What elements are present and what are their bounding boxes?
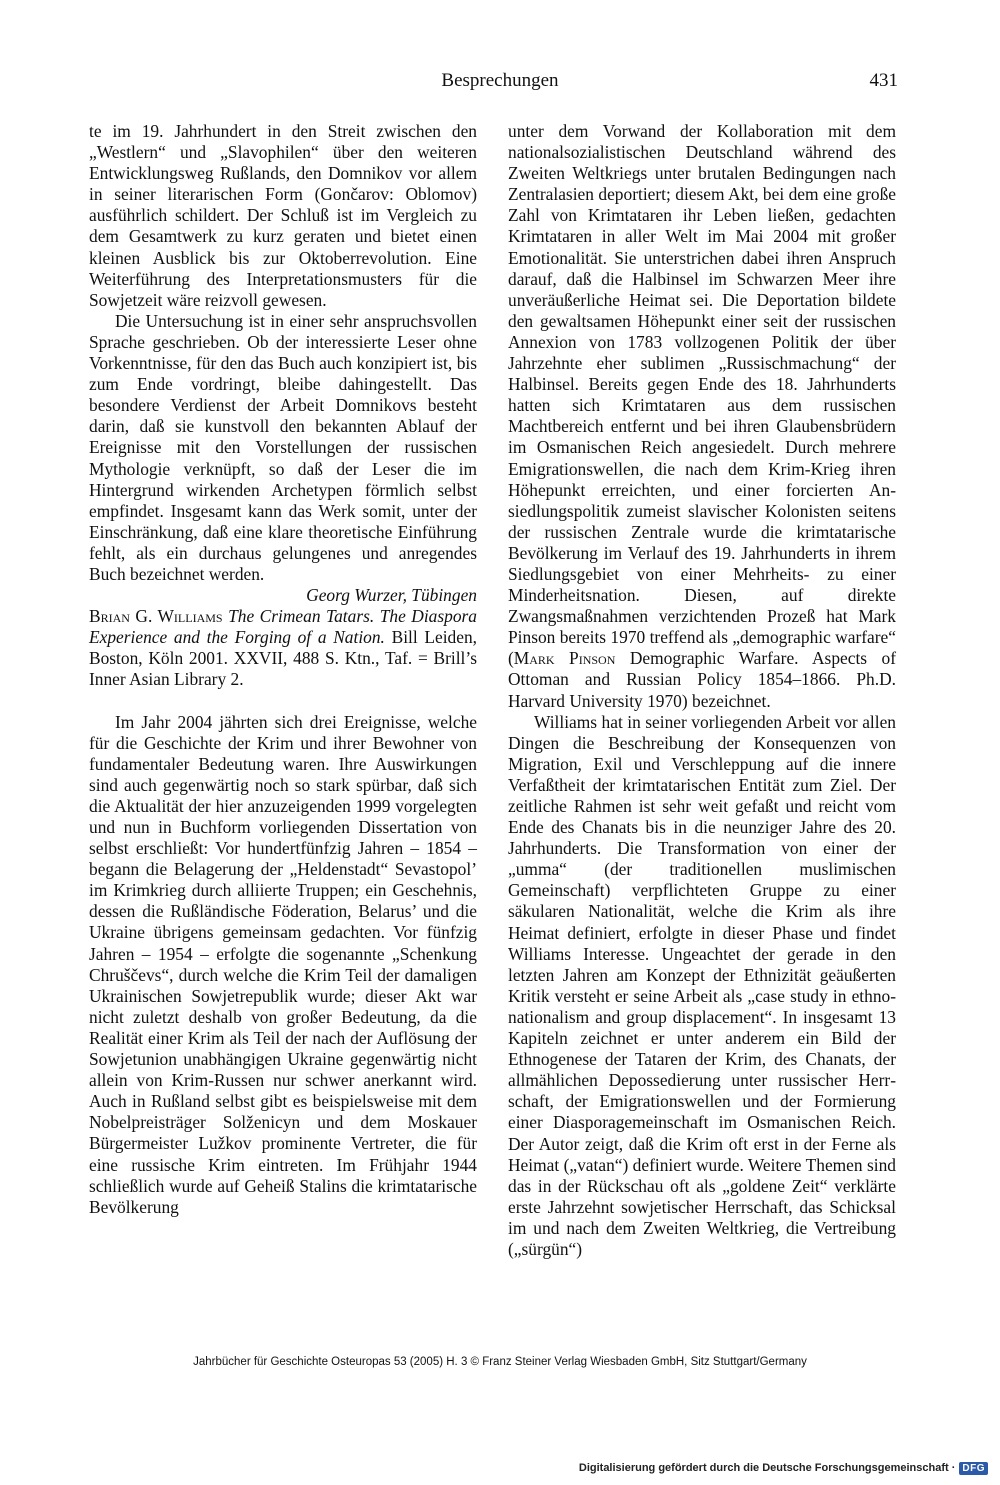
paragraph: Im Jahr 2004 jährten sich drei Ereignisse, welche für die Geschichte der Krim und ihrer Bewohner von fundamentaler Bedeutung waren. Ihre Auswirkungen sind auch gegenwärtig noch so stark spürbar, daß sich die Aktualität der hier anzuzeigenden 1999 vorgelegten und nun in Buchform vorliegenden Dissertation von selbst erschließt: Vor hundertfünfzig Jahren – 1854 – begann die Belagerung der „Heldenstadt“ Sevastopol’ im Krimkrieg durch alliierte Truppen; ein Geschehnis, dessen die Rußländische Föderation, Belarus’ und die Ukraine übrigens gemeinsam gedachten. Vor fünfzig Jahren – 1954 – erfolgte die sogenannte „Schenkung Chruščevs“, durch welche die Krim Teil der damaligen Ukrainischen Sowjetrepublik wurde; dieser Akt war nicht zuletzt deshalb von großer Bedeutung, da die Realität einer Krim als Teil der nach der Auflösung der Sowjetunion unabhängigen Ukraine gegenwärtig nicht allein von Krim-Russen nur schwer anerkannt wird. Auch in Rußland selbst gibt es beispielsweise mit dem Nobelpreisträger Solženicyn und dem Moskauer Bürgermeister Lužkov prominente Vertreter, die für eine russische Krim eintreten. Im Frühjahr 1944 schließlich wurde auf Geheiß Stalins die krimtatarische Bevölkerung [89, 711, 477, 1217]
paragraph: Die Untersuchung ist in einer sehr anspruchsvollen Sprache geschrieben. Ob der interessierte Leser ohne Vorkenntnisse, für den das Buch auch konzipiert ist, bis zum Ende vordringt, bleibe dahingestellt. Das besondere Verdienst der Arbeit Domnikovs besteht darin, daß sie kunstvoll den bekannten Ablauf der Ereignisse mit den Vorstellungen der russischen Mythologie verknüpft, so daß der Leser die im Hintergrund wirkenden Archetypen förmlich selbst empfindet. Insgesamt kann das Werk somit, unter der Einschränkung, daß eine klare theoretische Einführung fehlt, als ein durchaus gelungenes und anregendes Buch bezeichnet werden. [89, 310, 477, 584]
page-number: 431 [869, 70, 898, 91]
review-bibliographic-heading [89, 606, 477, 690]
journal-footer: Jahrbücher für Geschichte Osteuropas 53 (2005) H. 3 © Franz Steiner Verlag Wiesbaden GmbH, Sitz Stuttgart/Germany [193, 1356, 807, 1368]
reviewer-signature: Georg Wurzer, Tübingen [306, 585, 477, 606]
book-title: The Crimean Tatars. The Diaspora Experience and the Forging of a Nation. [89, 606, 477, 648]
citation-author: Mark Pinson [513, 648, 616, 669]
paragraph: te im 19. Jahrhundert in den Streit zwischen den „Westlern“ und „Slavophilen“ über den weiteren Entwicklungsweg Rußlands, den Domnikov vor allem in seiner literarischen Form (Gončarov: Oblomov) ausführlich schildert. Der Schluß ist im Vergleich zu dem Gesamtwerk zu kurz geraten und bietet einen kleinen Ausblick bis zur Oktoberrevolution. Eine Weiterführung des Interpretationsmusters für die Sowjetzeit wäre reizvoll gewesen. [89, 121, 477, 310]
credit-text: Digitalisierung gefördert durch die Deutsche Forschungsgemeinschaft · [578, 1462, 956, 1474]
dfg-logo: DFG [959, 1462, 988, 1475]
book-details: Bill Leiden, Boston, Köln 2001. XXVII, 488 S. Ktn., Taf. = Brill’s Inner Asian Library 2. [89, 627, 477, 690]
right-column [508, 121, 896, 1260]
paragraph-text: unter dem Vorwand der Kollaboration mit dem nationalsozialistischen Deutschland während des Zweiten Weltkriegs unter brutalen Bedingungen nach Zentralasien deportiert; diesem Akt, bei dem eine große Zahl von Krimtataren ihr Leben ließen, gedachten Krimtataren in aller Welt im Mai 2004 mit großer Emotionalität. Sie unterstrichen dabei ihren Anspruch darauf, daß die Halbinsel im Schwarzen Meer ihre unveräußerliche Heimat sei. Die Deportation bildete den gewaltsamen Höhepunkt einer seit der russischen Annexion von 1783 vollzogenen Politik der über Jahrzehnte eher sublimen „Russischmachung“ der Halbinsel. Bereits gegen Ende des 18. Jahrhunderts hatten sich Krimtataren aus dem russischen Machtbereich entfernt und bei ihren Glaubensbrüdern im Osmanischen Reich angesiedelt. Durch mehrere Emigrationswellen, die nach dem Krim-Krieg ihren Höhepunkt erreichten, und einer forcierten Ansiedlungspolitik zumeist slavischer Kolonisten seitens der russischen Zentrale wurde die krimtatarische Bevölkerung im Verlauf des 19. Jahrhunderts in ihrem Siedlungsgebiet von einer Mehrheits- zu einer Minderheitsnation. Diesen, auf direkte Zwangsmaßnahmen verzichtenden Prozeß hat Mark Pinson bereits 1970 treffend als „demographic warfare“ ( [508, 121, 896, 669]
left-column [89, 121, 477, 1218]
digitization-credit [579, 1460, 988, 1476]
paragraph [508, 121, 896, 712]
book-author: Brian G. Williams [89, 606, 223, 627]
running-header [0, 70, 1000, 96]
header-title: Besprechungen [441, 70, 559, 91]
citation-text: Demographic Warfare. Aspects of Ottoman and Russian Policy 1854–1866. Ph.D. Harvard University 1970) bezeichnet. [508, 648, 896, 711]
paragraph: Williams hat in seiner vorliegenden Arbeit vor allen Dingen die Beschreibung der Konsequenzen von Migration, Exil und Verschleppung auf die innere Verfaßtheit der krimtatarischen Entität zum Ziel. Der zeitliche Rahmen ist sehr weit gefaßt und reicht vom Ende des Chanats bis in die neunziger Jahre des 20. Jahrhunderts. Die Transformation von einer der „umma“ (der traditionellen muslimischen Gemeinschaft) verpflichteten Gruppe zu einer säkularen Nationalität, welche die Krim als ihre Heimat definiert, erfolgte in dieser Phase und findet Williams Interesse. Ungeachtet der gerade in den letzten Jahren am Konzept der Ethnizität geäußerten Kritik versteht er seine Arbeit als „case study in ethno-nationalism and group displacement“. In insgesamt 13 Kapiteln zeichnet er unter anderem ein Bild der Ethnogenese der Tataren der Krim, des Chanats, der allmählichen Depossedierung unter russischer Herrschaft, der Emigrationswellen und der Formierung einer Diasporagemeinschaft im Osmanischen Reich. Der Autor zeigt, daß die Krim oft erst in der Ferne als Heimat („vatan“) definiert wurde. Weitere Themen sind das in der Rückschau oft als „goldene Zeit“ verklärte erste Jahrzehnt sowjetischer Herrschaft, das Schicksal im und nach dem Zweiten Weltkrieg, die Vertreibung („sürgün“) [508, 711, 896, 1259]
